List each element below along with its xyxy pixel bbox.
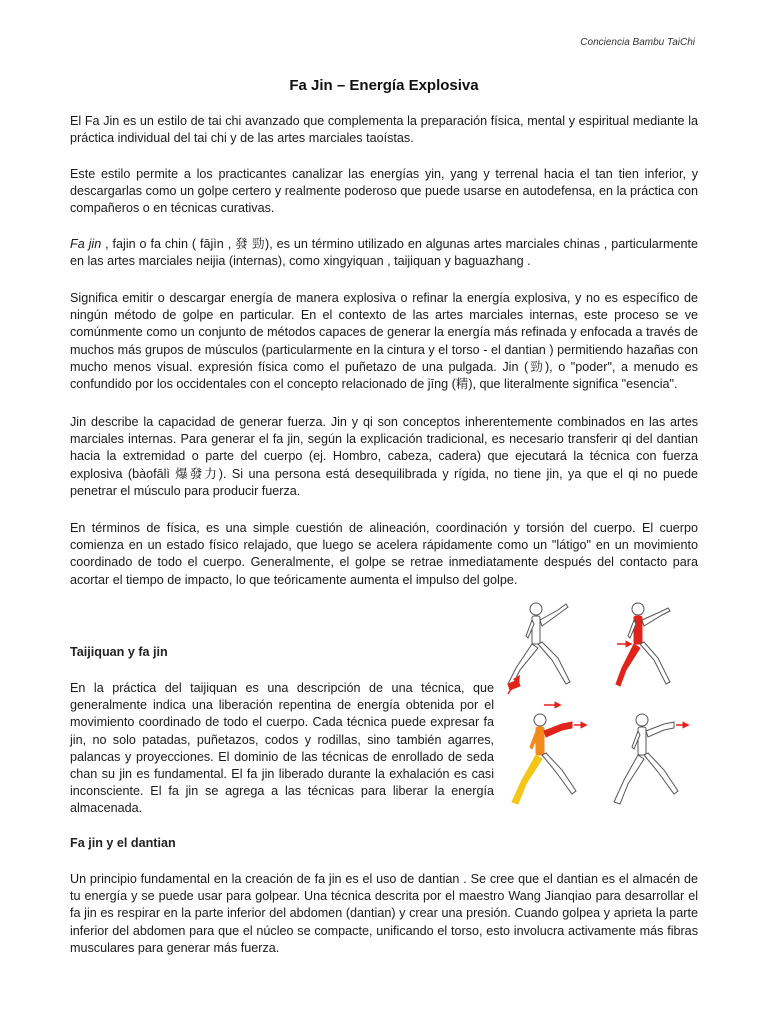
paragraph-dantian: Un principio fundamental en la creación de fa jin es el uso de dantian . Se cree que el dantian es el almacén de tu energía y se puede usar para golpear. Una técnica descrita por el maestro Wang Jianqiao para desarrollar el fa jin es respirar en la parte inferior del abdomen (dantian) y crear una presión. Cuando golpea y aprieta la parte inferior del abdomen para que el núcleo se compacte, unificando el torso, esto involucra activamente más fibras musculares para generar más fuerza. [70,872,698,955]
paragraph-style: Este estilo permite a los practicantes canalizar las energías yin, yang y terrenal hacia el tan tien inferior, y descargarlas como un golpe certero y realmente poderoso que puede usarse en autodefensa, en la práctica con compañeros o en técnicas curativas. [70,167,698,216]
term-fa-jin: Fa jin [70,237,102,251]
definition-text: , fajin o fa chin ( fājìn , 發 勁), es un término utilizado en algunas artes marciales chinas , particularmente en las artes marciales neijia (internas), como xingyiquan , taijiquan y baguazhang . [70,237,698,269]
header-brand: Conciencia Bambu TaiChi [580,37,695,48]
paragraph-jin: Jin describe la capacidad de generar fuerza. Jin y qi son conceptos inherentemente combinados en las artes marciales internas. Para generar el fa jin, según la explicación tradicional, es necesario transferir qi del dantian hacia la extremidad o parte del cuerpo (ej. Hombro, cabeza, cadera) que ejecutará la técnica con fuerza explosiva (bàofālì 爆發力). Si una persona está desequilibrada y rígida, no tiene jin, ya que el qi no puede penetrar el músculo para producir fuerza. [70,415,698,498]
fa-jin-stick-figures-illustration [500,598,696,812]
paragraph-intro: El Fa Jin es un estilo de tai chi avanzado que complementa la preparación física, mental y espiritual mediante la práctica individual del tai chi y de las artes marciales taoístas. [70,114,698,146]
paragraph-physics: En términos de física, es una simple cuestión de alineación, coordinación y torsión del cuerpo. El cuerpo comienza en un estado físico relajado, que luego se acelera rápidamente como un "látigo" en un movimiento coordinado de todo el cuerpo. Generalmente, el golpe se retrae inmediatamente después del contacto para acortar el tiempo de impacto, lo que teóricamente aumenta el impulso del golpe. [70,521,698,587]
paragraph-meaning: Significa emitir o descargar energía de manera explosiva o refinar la energía explosiva, y no es específico de ningún método de golpe en particular. En el contexto de las artes marciales internas, este proceso se ve comúnmente como un conjunto de métodos capaces de generar la energía más refinada y enfocada a través de muchos más grupos de músculos (particularmente en la cintura y el torso - el dantian ) permitiendo hazañas con mucho menos visual. expresión física como el puñetazo de una pulgada. Jin (勁), o "poder", a menudo es confundido por los occidentales con el concepto relacionado de jīng (精), que literalmente significa "esencia". [70,291,698,392]
page-title: Fa Jin – Energía Explosiva [289,77,479,94]
stick-figure-stance-1 [508,603,570,690]
heading-taijiquan: Taijiquan y fa jin [70,645,168,659]
stick-figure-stance-4 [614,714,678,804]
paragraph-taijiquan: En la práctica del taijiquan es una descripción de una técnica, que generalmente indica una liberación repentina de energía obtenida por el movimiento coordinado de todo el cuerpo. Cada técnica puede expresar fa jin, no solo patadas, puñetazos, codos y rodillas, sino también agarres, palancas y proyecciones. El dominio de las técnicas de enrollado de seda chan su jin es fundamental. El fa jin liberado durante la exhalación es casi inconsciente. El fa jin se agrega a las técnicas para liberar la energía almacenada. [70,681,494,816]
paragraph-definition [70,236,698,270]
heading-dantian: Fa jin y el dantian [70,836,176,850]
stick-figure-stance-3 [512,714,576,804]
